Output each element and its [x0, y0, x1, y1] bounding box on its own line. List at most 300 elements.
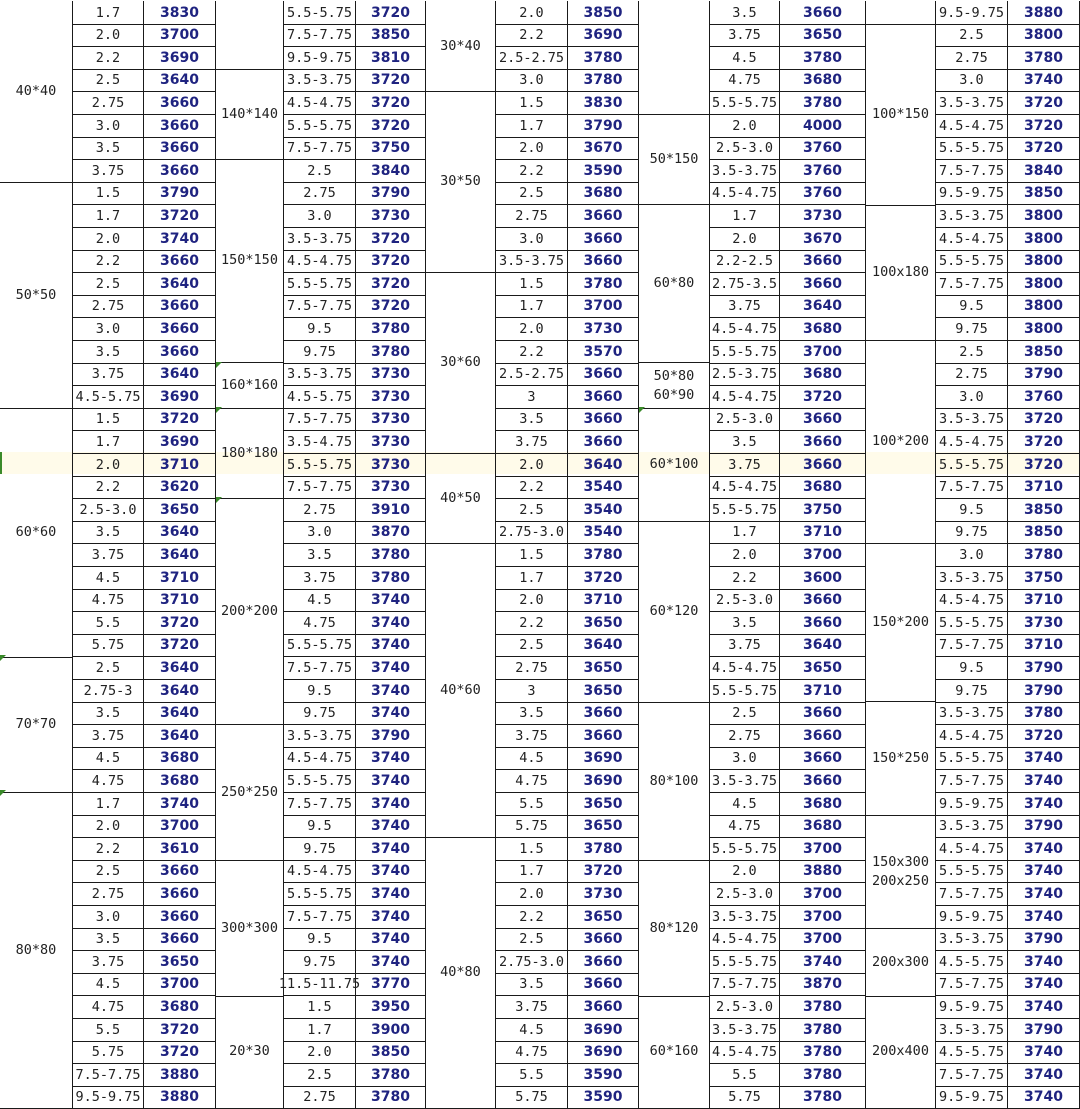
price-cell[interactable]: 3660 — [780, 769, 866, 793]
price-cell[interactable]: 3680 — [780, 815, 866, 838]
spec-cell[interactable]: 2.5 — [496, 928, 568, 951]
price-cell[interactable]: 3680 — [144, 747, 216, 770]
spec-cell[interactable]: 2.0 — [710, 543, 780, 567]
price-cell[interactable]: 3740 — [356, 950, 426, 974]
spec-cell[interactable]: 2.75-3.0 — [496, 521, 568, 544]
group-label-cell[interactable] — [866, 815, 936, 929]
spec-cell[interactable]: 3.5-3.75 — [936, 815, 1008, 838]
spec-cell[interactable]: 2.75-3.5 — [710, 272, 780, 296]
price-cell[interactable]: 3640 — [144, 724, 216, 748]
price-cell[interactable]: 3700 — [780, 882, 866, 906]
spec-cell[interactable]: 2.5-2.75 — [496, 46, 568, 70]
price-cell[interactable]: 3700 — [780, 905, 866, 929]
spec-cell[interactable]: 9.5 — [936, 295, 1008, 318]
spec-cell[interactable]: 2.0 — [73, 24, 144, 47]
price-cell[interactable]: 3640 — [144, 656, 216, 680]
spec-cell[interactable]: 4.75 — [710, 815, 780, 838]
price-cell[interactable]: 3780 — [780, 1063, 866, 1087]
group-label-cell[interactable]: 60*80 — [639, 204, 710, 363]
spec-cell[interactable]: 3.5 — [284, 543, 356, 567]
spec-cell[interactable]: 1.7 — [710, 204, 780, 228]
price-cell[interactable]: 3650 — [780, 24, 866, 47]
spec-cell[interactable]: 3.5-3.75 — [284, 227, 356, 251]
price-cell[interactable]: 3740 — [1008, 837, 1080, 861]
spec-cell[interactable]: 3 — [496, 679, 568, 703]
spec-cell[interactable]: 1.7 — [73, 792, 144, 816]
price-cell[interactable]: 3730 — [1008, 611, 1080, 635]
price-cell[interactable]: 3740 — [356, 815, 426, 838]
spec-cell[interactable]: 3.5-3.75 — [936, 566, 1008, 590]
spec-cell[interactable]: 2.0 — [496, 589, 568, 612]
price-cell[interactable]: 3880 — [144, 1086, 216, 1109]
spec-cell[interactable]: 3.75 — [710, 453, 780, 477]
spec-cell[interactable]: 5.75 — [73, 634, 144, 657]
spec-cell[interactable]: 2.5 — [710, 702, 780, 725]
spec-cell[interactable]: 5.5-5.75 — [936, 453, 1008, 477]
price-cell[interactable]: 3700 — [780, 543, 866, 567]
price-cell[interactable]: 3640 — [144, 69, 216, 92]
price-cell[interactable]: 3850 — [1008, 182, 1080, 205]
spec-cell[interactable]: 5.5-5.75 — [710, 340, 780, 364]
price-cell[interactable]: 3740 — [1008, 69, 1080, 92]
spec-cell[interactable]: 3.5-3.75 — [936, 928, 1008, 951]
price-cell[interactable]: 3780 — [780, 91, 866, 115]
spec-cell[interactable]: 2.2 — [73, 250, 144, 273]
price-cell[interactable]: 3740 — [356, 611, 426, 635]
price-cell[interactable]: 3760 — [780, 182, 866, 205]
spec-cell[interactable]: 3.5 — [73, 137, 144, 160]
spec-cell[interactable]: 4.5 — [73, 973, 144, 996]
spec-cell[interactable]: 2.5 — [73, 272, 144, 296]
price-cell[interactable]: 3730 — [356, 453, 426, 477]
spec-cell[interactable]: 3.0 — [710, 747, 780, 770]
spec-cell[interactable]: 9.5-9.75 — [936, 905, 1008, 929]
spec-cell[interactable]: 2.5 — [496, 182, 568, 205]
group-label-cell[interactable] — [866, 1, 936, 25]
spec-cell[interactable]: 3.0 — [284, 521, 356, 544]
price-cell[interactable]: 3660 — [780, 589, 866, 612]
price-cell[interactable]: 3540 — [568, 498, 639, 522]
price-cell[interactable]: 3720 — [356, 91, 426, 115]
price-cell[interactable]: 3800 — [1008, 295, 1080, 318]
price-cell[interactable]: 3780 — [780, 1086, 866, 1109]
price-cell[interactable]: 3740 — [1008, 973, 1080, 996]
price-cell[interactable]: 3720 — [356, 250, 426, 273]
price-cell[interactable]: 3600 — [780, 566, 866, 590]
price-cell[interactable]: 3790 — [1008, 815, 1080, 838]
spec-cell[interactable]: 3.5 — [73, 702, 144, 725]
spec-cell[interactable]: 1.7 — [496, 566, 568, 590]
spec-cell[interactable]: 3.5-3.75 — [284, 724, 356, 748]
price-cell[interactable]: 3660 — [144, 137, 216, 160]
spec-cell[interactable]: 2.75 — [73, 882, 144, 906]
spec-cell[interactable]: 4.5 — [73, 747, 144, 770]
price-cell[interactable]: 3660 — [568, 408, 639, 431]
price-cell[interactable]: 3680 — [568, 182, 639, 205]
group-label-cell[interactable]: 300*300 — [216, 860, 284, 997]
spec-cell[interactable]: 2.75 — [73, 91, 144, 115]
spec-cell[interactable]: 4.5-5.75 — [284, 385, 356, 409]
price-cell[interactable]: 3660 — [144, 905, 216, 929]
spec-cell[interactable]: 4.5 — [710, 792, 780, 816]
group-label-cell[interactable]: 60*160 — [639, 995, 710, 1109]
price-cell[interactable]: 3720 — [144, 204, 216, 228]
price-cell[interactable]: 3740 — [1008, 769, 1080, 793]
price-cell[interactable]: 3790 — [144, 182, 216, 205]
price-cell[interactable]: 3540 — [568, 521, 639, 544]
spec-cell[interactable]: 2.0 — [73, 453, 144, 477]
spec-cell[interactable]: 7.5-7.75 — [284, 24, 356, 47]
price-cell[interactable]: 3720 — [356, 272, 426, 296]
price-cell[interactable]: 3660 — [568, 227, 639, 251]
spec-cell[interactable]: 4.5-4.75 — [710, 385, 780, 409]
price-cell[interactable]: 3660 — [780, 724, 866, 748]
spec-cell[interactable]: 2.5 — [73, 69, 144, 92]
group-label-cell[interactable]: 20*30 — [216, 995, 284, 1109]
price-cell[interactable]: 3740 — [144, 792, 216, 816]
spec-cell[interactable]: 3.5-3.75 — [936, 408, 1008, 431]
spec-cell[interactable]: 2.2 — [496, 476, 568, 499]
spec-cell[interactable]: 5.5-5.75 — [936, 860, 1008, 883]
spec-cell[interactable]: 4.75 — [496, 769, 568, 793]
price-cell[interactable]: 3700 — [568, 295, 639, 318]
spec-cell[interactable]: 9.75 — [936, 679, 1008, 703]
price-cell[interactable]: 3950 — [356, 995, 426, 1019]
price-cell[interactable]: 3570 — [568, 340, 639, 364]
spec-cell[interactable]: 4.5 — [73, 566, 144, 590]
spec-cell[interactable]: 11.5-11.75 — [284, 973, 356, 996]
price-cell[interactable]: 3640 — [568, 634, 639, 657]
price-cell[interactable]: 3660 — [568, 204, 639, 228]
spec-cell[interactable]: 3.75 — [710, 634, 780, 657]
price-cell[interactable]: 3790 — [1008, 363, 1080, 386]
price-cell[interactable]: 3740 — [780, 950, 866, 974]
price-cell[interactable]: 3660 — [780, 747, 866, 770]
spec-cell[interactable]: 2.2-2.5 — [710, 250, 780, 273]
price-cell[interactable]: 3900 — [356, 1018, 426, 1042]
price-cell[interactable]: 3740 — [1008, 1041, 1080, 1064]
price-cell[interactable]: 3660 — [568, 250, 639, 273]
spec-cell[interactable]: 5.5-5.75 — [284, 114, 356, 138]
price-cell[interactable]: 3780 — [568, 46, 639, 70]
spec-cell[interactable]: 2.2 — [73, 837, 144, 861]
spec-cell[interactable]: 4.5-5.75 — [936, 950, 1008, 974]
spec-cell[interactable]: 7.5-7.75 — [710, 973, 780, 996]
price-cell[interactable]: 3800 — [1008, 227, 1080, 251]
price-cell[interactable]: 3780 — [1008, 702, 1080, 725]
price-cell[interactable]: 3740 — [1008, 747, 1080, 770]
spec-cell[interactable]: 3.5-3.75 — [936, 91, 1008, 115]
spec-cell[interactable]: 5.75 — [710, 1086, 780, 1109]
group-label-cell[interactable]: 200x300 — [866, 928, 936, 997]
price-cell[interactable]: 3740 — [356, 837, 426, 861]
spec-cell[interactable]: 2.5-3.0 — [710, 589, 780, 612]
group-label-cell[interactable]: 200x400 — [866, 995, 936, 1109]
price-cell[interactable]: 3700 — [780, 928, 866, 951]
price-cell[interactable]: 3880 — [1008, 1, 1080, 25]
spec-cell[interactable]: 9.5-9.75 — [936, 182, 1008, 205]
price-cell[interactable]: 3660 — [144, 882, 216, 906]
price-cell[interactable]: 3700 — [144, 24, 216, 47]
price-cell[interactable]: 3690 — [568, 24, 639, 47]
price-cell[interactable]: 3720 — [144, 611, 216, 635]
spec-cell[interactable]: 5.5-5.75 — [284, 272, 356, 296]
price-cell[interactable]: 3870 — [780, 973, 866, 996]
spec-cell[interactable]: 3.5 — [73, 928, 144, 951]
price-cell[interactable]: 3660 — [144, 317, 216, 341]
spec-cell[interactable]: 2.5-3.0 — [710, 137, 780, 160]
spec-cell[interactable]: 2.5 — [73, 860, 144, 883]
spec-cell[interactable]: 4.5-5.75 — [936, 1041, 1008, 1064]
price-cell[interactable]: 3850 — [1008, 521, 1080, 544]
spec-cell[interactable]: 9.5-9.75 — [936, 792, 1008, 816]
spec-cell[interactable]: 4.5-4.75 — [710, 317, 780, 341]
price-cell[interactable]: 3720 — [1008, 408, 1080, 431]
spec-cell[interactable]: 3.0 — [73, 317, 144, 341]
spec-cell[interactable]: 1.5 — [73, 182, 144, 205]
price-cell[interactable]: 3800 — [1008, 24, 1080, 47]
spec-cell[interactable]: 2.0 — [496, 1, 568, 25]
price-cell[interactable]: 3720 — [144, 408, 216, 431]
spec-cell[interactable]: 3.5 — [496, 408, 568, 431]
spec-cell[interactable]: 1.5 — [496, 837, 568, 861]
spec-cell[interactable]: 3.75 — [496, 995, 568, 1019]
spec-cell[interactable]: 3.5-3.75 — [284, 69, 356, 92]
price-cell[interactable]: 3800 — [1008, 204, 1080, 228]
group-label-cell[interactable]: 80*80 — [0, 792, 73, 1109]
spec-cell[interactable]: 2.5 — [496, 498, 568, 522]
price-cell[interactable]: 3870 — [356, 521, 426, 544]
price-cell[interactable]: 3740 — [356, 589, 426, 612]
spec-cell[interactable]: 5.5-5.75 — [284, 769, 356, 793]
price-cell[interactable]: 3760 — [780, 137, 866, 160]
price-cell[interactable]: 3650 — [568, 679, 639, 703]
price-cell[interactable]: 3780 — [568, 837, 639, 861]
price-cell[interactable]: 3780 — [1008, 543, 1080, 567]
spec-cell[interactable]: 2.5 — [496, 634, 568, 657]
price-cell[interactable]: 3720 — [144, 1041, 216, 1064]
spec-cell[interactable]: 2.5 — [936, 340, 1008, 364]
group-label-cell[interactable]: 30*60 — [426, 272, 496, 454]
price-cell[interactable]: 3640 — [144, 543, 216, 567]
spec-cell[interactable]: 7.5-7.75 — [936, 1063, 1008, 1087]
price-cell[interactable]: 3750 — [356, 137, 426, 160]
spec-cell[interactable]: 3.5 — [496, 973, 568, 996]
price-cell[interactable]: 3660 — [568, 973, 639, 996]
spec-cell[interactable]: 3.5-3.75 — [710, 905, 780, 929]
group-label-cell[interactable]: 150*250 — [866, 702, 936, 816]
spec-cell[interactable]: 3.5 — [496, 702, 568, 725]
group-label-cell[interactable]: 70*70 — [0, 656, 73, 793]
spec-cell[interactable]: 5.5-5.75 — [936, 611, 1008, 635]
spec-cell[interactable]: 3.5-4.75 — [284, 430, 356, 454]
price-cell[interactable]: 3710 — [1008, 476, 1080, 499]
price-cell[interactable]: 3740 — [144, 227, 216, 251]
spec-cell[interactable]: 4.5-4.75 — [936, 430, 1008, 454]
price-cell[interactable]: 3700 — [780, 837, 866, 861]
group-label-cell[interactable]: 100x180 — [866, 204, 936, 341]
group-label-cell[interactable]: 100*200 — [866, 340, 936, 544]
spec-cell[interactable]: 2.75 — [284, 498, 356, 522]
group-label-cell[interactable]: 30*50 — [426, 91, 496, 273]
price-cell[interactable]: 3780 — [568, 69, 639, 92]
price-cell[interactable]: 3740 — [356, 747, 426, 770]
price-cell[interactable]: 3690 — [144, 385, 216, 409]
spec-cell[interactable]: 2.75 — [710, 724, 780, 748]
spec-cell[interactable]: 9.75 — [936, 317, 1008, 341]
spec-cell[interactable]: 7.5-7.75 — [284, 656, 356, 680]
price-cell[interactable]: 3730 — [568, 882, 639, 906]
spec-cell[interactable]: 2.75 — [936, 46, 1008, 70]
spec-cell[interactable]: 3.5-3.75 — [710, 159, 780, 183]
spec-cell[interactable]: 5.5-5.75 — [710, 679, 780, 703]
group-label-cell[interactable] — [216, 1, 284, 70]
price-cell[interactable]: 3730 — [780, 204, 866, 228]
spec-cell[interactable]: 3 — [496, 385, 568, 409]
group-label-cell[interactable]: 160*160 — [216, 363, 284, 409]
price-cell[interactable]: 3720 — [144, 634, 216, 657]
price-cell[interactable]: 3760 — [1008, 385, 1080, 409]
price-cell[interactable]: 3700 — [144, 815, 216, 838]
spec-cell[interactable]: 3.5 — [710, 611, 780, 635]
price-cell[interactable]: 3750 — [1008, 566, 1080, 590]
spec-cell[interactable]: 4.5 — [710, 46, 780, 70]
price-cell[interactable]: 3740 — [356, 860, 426, 883]
group-label-cell[interactable]: 30*40 — [426, 1, 496, 92]
spec-cell[interactable]: 7.5-7.75 — [936, 769, 1008, 793]
spec-cell[interactable]: 4.75 — [73, 995, 144, 1019]
price-cell[interactable]: 3790 — [1008, 928, 1080, 951]
spec-cell[interactable]: 1.7 — [73, 204, 144, 228]
group-label-cell[interactable]: 80*120 — [639, 860, 710, 997]
price-cell[interactable]: 3850 — [568, 1, 639, 25]
spec-cell[interactable]: 5.5-5.75 — [710, 950, 780, 974]
price-cell[interactable]: 3710 — [1008, 589, 1080, 612]
price-cell[interactable]: 3660 — [568, 995, 639, 1019]
price-cell[interactable]: 3740 — [1008, 792, 1080, 816]
price-cell[interactable]: 3660 — [144, 159, 216, 183]
spec-cell[interactable]: 2.5-2.75 — [496, 363, 568, 386]
price-cell[interactable]: 3660 — [144, 860, 216, 883]
spec-cell[interactable]: 3.75 — [73, 363, 144, 386]
price-cell[interactable]: 3730 — [356, 476, 426, 499]
spec-cell[interactable]: 2.5 — [284, 159, 356, 183]
price-cell[interactable]: 3650 — [780, 656, 866, 680]
price-cell[interactable]: 3620 — [144, 476, 216, 499]
price-cell[interactable]: 3780 — [356, 340, 426, 364]
price-cell[interactable]: 3740 — [356, 702, 426, 725]
price-cell[interactable]: 3710 — [780, 521, 866, 544]
price-cell[interactable]: 3880 — [144, 1063, 216, 1087]
spec-cell[interactable]: 3.0 — [73, 905, 144, 929]
price-cell[interactable]: 3780 — [356, 1063, 426, 1087]
spec-cell[interactable]: 5.5-5.75 — [936, 747, 1008, 770]
spec-cell[interactable]: 2.75 — [496, 204, 568, 228]
spec-cell[interactable]: 3.75 — [284, 566, 356, 590]
price-cell[interactable]: 3660 — [144, 340, 216, 364]
spec-cell[interactable]: 9.5 — [284, 679, 356, 703]
price-cell[interactable]: 3640 — [144, 521, 216, 544]
spec-cell[interactable]: 4.5-4.75 — [936, 589, 1008, 612]
spec-cell[interactable]: 2.5-3.0 — [710, 408, 780, 431]
price-cell[interactable]: 3830 — [568, 91, 639, 115]
price-cell[interactable]: 3740 — [356, 928, 426, 951]
spec-cell[interactable]: 4.5-4.75 — [710, 656, 780, 680]
spec-cell[interactable]: 1.5 — [284, 995, 356, 1019]
price-cell[interactable]: 3660 — [568, 950, 639, 974]
spec-cell[interactable]: 1.5 — [496, 543, 568, 567]
price-cell[interactable]: 3780 — [780, 1041, 866, 1064]
price-cell[interactable]: 3540 — [568, 476, 639, 499]
spec-cell[interactable]: 2.5-3.0 — [710, 882, 780, 906]
spec-cell[interactable]: 3.5 — [73, 521, 144, 544]
price-cell[interactable]: 3740 — [356, 905, 426, 929]
spec-cell[interactable]: 3.75 — [496, 724, 568, 748]
spec-cell[interactable]: 5.5-5.75 — [284, 882, 356, 906]
spec-cell[interactable]: 1.5 — [496, 91, 568, 115]
price-cell[interactable]: 3780 — [356, 543, 426, 567]
price-cell[interactable]: 3840 — [356, 159, 426, 183]
spec-cell[interactable]: 4.5 — [496, 747, 568, 770]
spec-cell[interactable]: 9.75 — [936, 521, 1008, 544]
group-label-cell[interactable]: 50*50 — [0, 182, 73, 409]
price-cell[interactable]: 3650 — [568, 792, 639, 816]
spec-cell[interactable]: 5.5-5.75 — [284, 1, 356, 25]
price-cell[interactable]: 3760 — [780, 159, 866, 183]
price-cell[interactable]: 3660 — [144, 114, 216, 138]
price-cell[interactable]: 3660 — [568, 928, 639, 951]
price-cell[interactable]: 3680 — [144, 995, 216, 1019]
spec-cell[interactable]: 7.5-7.75 — [284, 137, 356, 160]
price-cell[interactable]: 3650 — [144, 498, 216, 522]
group-label-cell[interactable]: 50*150 — [639, 114, 710, 205]
spec-cell[interactable]: 3.5 — [73, 340, 144, 364]
spec-cell[interactable]: 1.7 — [710, 521, 780, 544]
price-cell[interactable]: 3780 — [780, 995, 866, 1019]
price-cell[interactable]: 3780 — [356, 566, 426, 590]
spec-cell[interactable]: 3.0 — [936, 543, 1008, 567]
price-cell[interactable]: 3720 — [356, 69, 426, 92]
price-cell[interactable]: 3780 — [780, 1018, 866, 1042]
spec-cell[interactable]: 2.75 — [936, 363, 1008, 386]
price-cell[interactable]: 3650 — [568, 905, 639, 929]
spec-cell[interactable]: 4.5 — [496, 1018, 568, 1042]
spec-cell[interactable]: 3.5-3.75 — [936, 702, 1008, 725]
spec-cell[interactable]: 5.5 — [73, 611, 144, 635]
spec-cell[interactable]: 7.5-7.75 — [284, 295, 356, 318]
price-cell[interactable]: 3660 — [780, 408, 866, 431]
price-cell[interactable]: 3740 — [1008, 950, 1080, 974]
spec-cell[interactable]: 4.75 — [710, 69, 780, 92]
spec-cell[interactable]: 7.5-7.75 — [936, 973, 1008, 996]
price-cell[interactable]: 3640 — [568, 453, 639, 477]
price-cell[interactable]: 3740 — [1008, 1063, 1080, 1087]
price-cell[interactable]: 3700 — [780, 340, 866, 364]
spec-cell[interactable]: 2.2 — [710, 566, 780, 590]
spec-cell[interactable]: 2.75 — [284, 1086, 356, 1109]
price-cell[interactable]: 3790 — [568, 114, 639, 138]
group-label-cell[interactable]: 100*150 — [866, 24, 936, 206]
spec-cell[interactable]: 9.5-9.75 — [936, 1, 1008, 25]
spec-cell[interactable]: 7.5-7.75 — [284, 476, 356, 499]
spec-cell[interactable]: 9.5-9.75 — [936, 995, 1008, 1019]
price-cell[interactable]: 3660 — [568, 702, 639, 725]
price-cell[interactable]: 3680 — [780, 69, 866, 92]
price-cell[interactable]: 3660 — [780, 250, 866, 273]
price-cell[interactable]: 3690 — [144, 430, 216, 454]
price-cell[interactable]: 3780 — [568, 272, 639, 296]
spec-cell[interactable]: 9.5 — [284, 815, 356, 838]
